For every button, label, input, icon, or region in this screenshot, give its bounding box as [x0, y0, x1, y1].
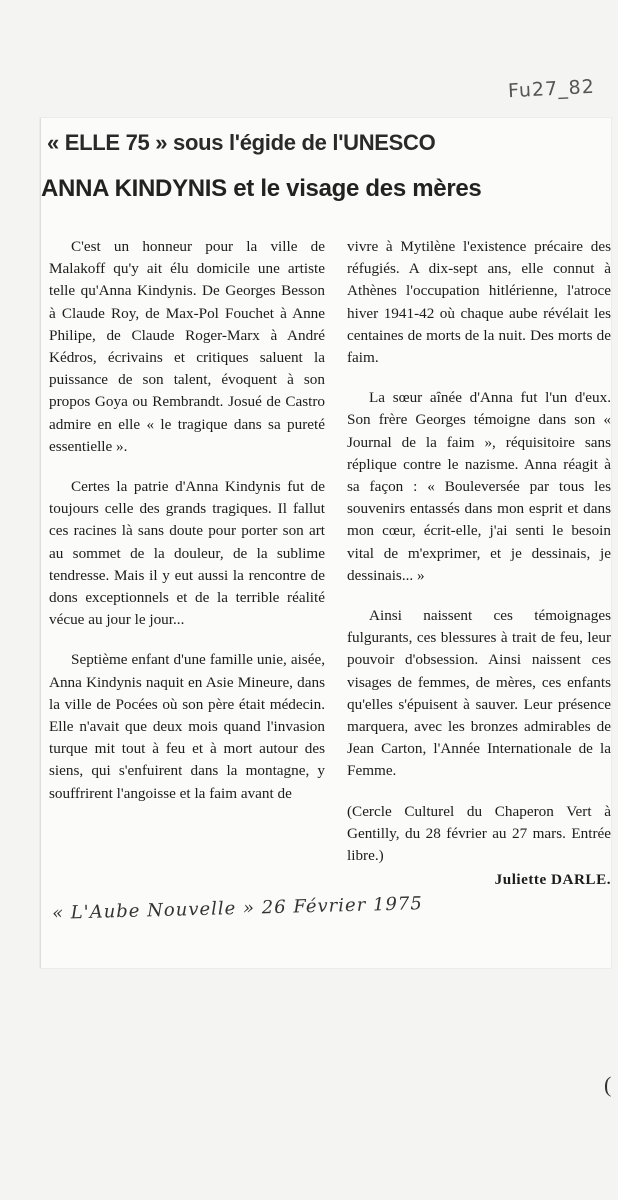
article-paragraph: Ainsi naissent ces témoignages fulgurants, ces blessures à trait de feu, leur pouvoir d'obsession. Ainsi naissent ces visages de femmes, de mères, ces enfants qu'elles s'épuisent à sauver. Leur présence marquera, avec les bronzes admirables de Jean Carton, l'Année Internationale de la Femme. [347, 607, 611, 780]
newspaper-clipping [40, 118, 611, 968]
margin-mark: ( [604, 1072, 612, 1097]
author-signature: Juliette DARLE. [494, 871, 611, 889]
handwritten-source-note: « L'Aube Nouvelle » 26 Février 1975 [51, 893, 424, 924]
exhibition-info: (Cercle Culturel du Chaperon Vert à Gentilly, du 28 février au 27 mars. Entrée libre.) [347, 802, 611, 865]
article-paragraph: Septième enfant d'une famille unie, aisée, Anna Kindynis naquit en Asie Mineure, dans la ville de Pocées où son père était médecin. Elle n'avait que deux mois quand l'invasion turque mit tout à feu et à mort autour des siens, qui s'enfuirent dans la montagne, y souffrirent l'angoisse et la faim avant de [49, 651, 325, 802]
headline-kicker: « ELLE 75 » sous l'égide de l'UNESCO [47, 130, 436, 155]
headline-title: ANNA KINDYNIS et le visage des mères [41, 175, 482, 202]
article-paragraph: La sœur aînée d'Anna fut l'un d'eux. Son frère Georges témoigne dans son « Journal de la faim », réquisitoire sans réplique contre le nazisme. Anna réagit à sa façon : « Bouleversée par tous les souvenirs entassés dans mon esprit et dans mon cœur, écrit-elle, j'ai senti le besoin vital de m'exprimer, et je dessinais, je dessinais... » [347, 389, 611, 584]
article-paragraph: Certes la patrie d'Anna Kindynis fut de toujours celle des grands tragiques. Il fallut ces racines là sans doute pour porter son art au sommet de la douleur, de la sublime tendresse. Mais il y eut aussi la rencontre de dons exceptionnels et de la terrible réalité vécue au jour le jour... [49, 478, 325, 629]
article-column-left [49, 236, 325, 823]
article-column-right [347, 236, 611, 909]
article-paragraph: C'est un honneur pour la ville de Malakoff qu'y ait élu domicile une artiste telle qu'Anna Kindynis. De Georges Besson à Claude Roy, de Max-Pol Fouchet à Anne Philipe, de Claude Roger-Marx à André Kédros, écrivains et critiques saluent la puissance de son talent, évoquent à son propos Goya ou Rembrandt. Josué de Castro admire en elle « le tragique dans sa pureté essentielle ». [49, 238, 325, 455]
article-paragraph: vivre à Mytilène l'existence précaire des réfugiés. A dix-sept ans, elle connut à Athènes l'occupation hitlérienne, l'atroce hiver 1941-42 où chaque aube révélait les centaines de morts de la nuit. Des morts de faim. [347, 238, 611, 367]
archive-reference: Fu27_82 [507, 75, 596, 103]
